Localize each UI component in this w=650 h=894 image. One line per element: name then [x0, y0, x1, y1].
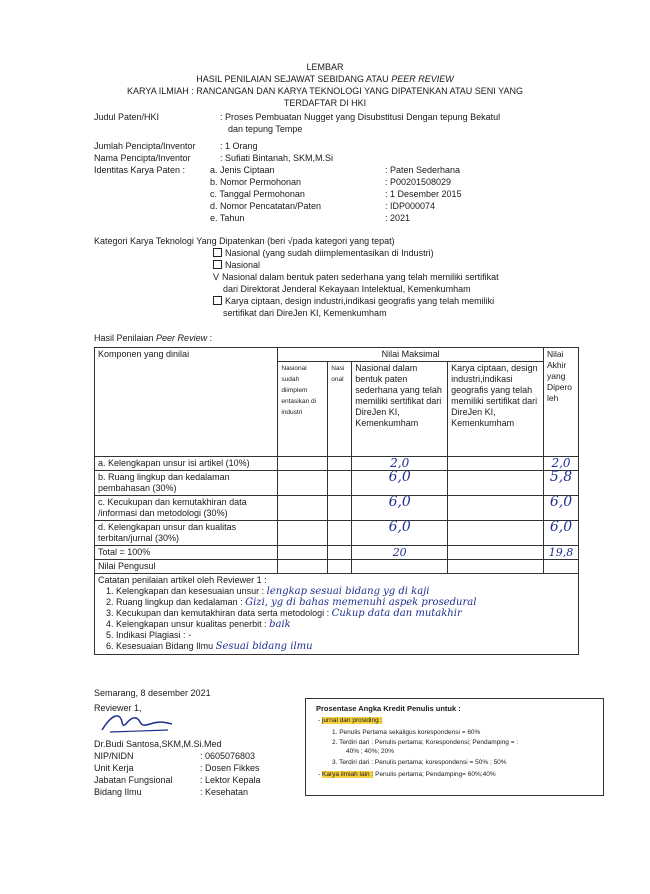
table-header-row	[95, 348, 579, 362]
total-akhir: 19,8	[543, 546, 578, 560]
identitas-label: Identitas Karya Paten :	[94, 165, 186, 175]
header-col-nasional-industri: Nasional sudah diimplem entasikan di industri	[278, 362, 328, 457]
cell-empty	[448, 471, 544, 496]
checkbox-icon	[213, 260, 222, 269]
catatan-item	[98, 630, 575, 641]
subtitle-italic: PEER REVIEW	[391, 74, 454, 84]
kategori-option-4	[213, 296, 494, 307]
reviewer-name: Dr.Budi Santosa,SKM,M.Si.Med	[94, 739, 222, 749]
identitas-c-value: : 1 Desember 2015	[385, 189, 462, 199]
cell-empty	[278, 496, 328, 521]
review-table	[94, 347, 579, 655]
header-komponen: Komponen yang dinilai	[95, 348, 278, 457]
cell-max: 6,0	[352, 521, 448, 546]
kredit-highlight-2: Karya ilmiah lain :	[321, 771, 374, 778]
catatan-label: 1. Kelengkapan dan kesesuaian unsur :	[106, 586, 265, 596]
catatan-handwriting: lengkap sesuai bidang yg di kaji	[266, 586, 430, 597]
judul-value-cont: dan tepung Tempe	[228, 124, 303, 134]
cell-max: 6,0	[352, 496, 448, 521]
catatan-handwriting: Gizi, yg di bahas memenuhi aspek prosedural	[245, 597, 477, 608]
kategori-title: Kategori Karya Teknologi Yang Dipatenkan (beri √pada kategori yang tepat)	[94, 236, 395, 246]
row-label: c. Kecukupan dan kemutakhiran data /informasi dan metodologi (30%)	[95, 496, 278, 521]
cell-empty	[328, 457, 352, 471]
kredit-bullet-1: - jurnal dan prosiding :	[318, 717, 383, 724]
nip-label: NIP/NIDN	[94, 751, 134, 761]
kredit-line-2b: 40% ; 40%; 20%	[346, 748, 395, 755]
nip-value: : 0605076803	[200, 751, 256, 761]
subtitle-text: HASIL PENILAIAN SEJAWAT SEBIDANG ATAU	[196, 74, 392, 84]
kredit-line-3: 3. Terdiri dari : Penulis pertama; korespondensi = 50% ; 50%	[332, 759, 507, 766]
cell-akhir: 6,0	[543, 496, 578, 521]
pengusul-label: Nilai Pengusul	[95, 560, 278, 574]
catatan-item	[98, 608, 575, 619]
cell-max: 2,0	[352, 457, 448, 471]
cell-empty	[328, 521, 352, 546]
cell-empty	[448, 457, 544, 471]
jumlah-value: : 1 Orang	[220, 141, 258, 151]
header-nilai-maksimal: Nilai Maksimal	[278, 348, 544, 362]
cell-empty	[352, 560, 448, 574]
identitas-b-label: b. Nomor Permohonan	[210, 177, 302, 187]
header-col-paten-sederhana: Nasional dalam bentuk paten sederhana yang telah memiliki sertifikat dari DireJen KI, Kemenkumham	[352, 362, 448, 457]
option-1-label: Nasional (yang sudah diimplementasikan di Industri)	[225, 248, 434, 258]
catatan-handwriting: baik	[269, 619, 291, 630]
kategori-option-3	[213, 272, 499, 283]
checkbox-icon	[213, 248, 222, 257]
jabatan-value: : Lektor Kepala	[200, 775, 261, 785]
doc-subtitle-2: KARYA ILMIAH : RANCANGAN DAN KARYA TEKNOLOGI YANG DIPATENKAN ATAU SENI YANG	[127, 86, 523, 96]
signature-icon	[98, 710, 176, 736]
cell-empty	[448, 546, 544, 560]
identitas-b-value: : P00201508029	[385, 177, 452, 187]
identitas-c-label: c. Tanggal Permohonan	[210, 189, 305, 199]
row-label: d. Kelengkapan unsur dan kualitas terbitan/jurnal (30%)	[95, 521, 278, 546]
catatan-label: 2. Ruang lingkup dan kedalaman :	[106, 597, 243, 607]
hasil-italic: Peer Review	[156, 333, 208, 343]
hasil-colon: :	[207, 333, 213, 343]
doc-subtitle-3: TERDAFTAR DI HKI	[283, 98, 367, 108]
doc-title: LEMBAR	[306, 62, 344, 72]
cell-empty	[328, 471, 352, 496]
catatan-label: 6. Kesesuaian Bidang Ilmu	[106, 641, 214, 651]
catatan-handwriting: -	[188, 630, 192, 641]
cell-max: 6,0	[352, 471, 448, 496]
cell-empty	[328, 546, 352, 560]
total-label: Total = 100%	[95, 546, 278, 560]
header-col-nasional: Nasi onal	[328, 362, 352, 457]
catatan-label: 4. Kelengkapan unsur kualitas penerbit :	[106, 619, 267, 629]
identitas-a-label: a. Jenis Ciptaan	[210, 165, 275, 175]
option-2-label: Nasional	[225, 260, 261, 270]
cell-empty	[448, 496, 544, 521]
kredit-bullet-2: - Karya ilmiah lain : Penulis pertama; Pendamping= 60%;40%	[318, 771, 496, 778]
table-row	[95, 521, 579, 546]
bidang-value: : Kesehatan	[200, 787, 249, 797]
kredit-line-2: 2. Terdiri dari : Penulis pertama; Korespondensi; Pendamping = :	[332, 739, 519, 746]
option-4-label-cont: sertifikat dari DireJen KI, Kemenkumham	[223, 308, 387, 318]
hasil-text: Hasil Penilaian	[94, 333, 157, 343]
option-3-label: Nasional dalam bentuk paten sederhana yang telah memiliki sertifikat	[222, 272, 499, 282]
reviewer-label: Reviewer 1,	[94, 703, 142, 713]
total-max: 20	[352, 546, 448, 560]
cell-empty	[328, 496, 352, 521]
header-col-karya-ciptaan: Karya ciptaan, design industri,indikasi geografis yang telah memiliki sertifikat dari DireJen KI, Kemenkumham	[448, 362, 544, 457]
cell-empty	[278, 471, 328, 496]
cell-empty	[448, 521, 544, 546]
kategori-option-1	[213, 248, 434, 259]
cell-empty	[543, 560, 578, 574]
cell-empty	[448, 560, 544, 574]
catatan-title: Catatan penilaian artikel oleh Reviewer 1 :	[98, 575, 267, 585]
kredit-line-4: Penulis pertama; Pendamping= 60%;40%	[373, 771, 496, 778]
cell-empty	[278, 560, 328, 574]
hasil-heading	[94, 333, 212, 344]
identitas-e-label: e. Tahun	[210, 213, 245, 223]
catatan-item	[98, 597, 575, 608]
unit-value: : Dosen Fikkes	[200, 763, 260, 773]
catatan-item	[98, 586, 575, 597]
option-4-label: Karya ciptaan, design industri,indikasi geografis yang telah memiliki	[225, 296, 495, 306]
cell-empty	[278, 546, 328, 560]
judul-label: Judul Paten/HKI	[94, 112, 160, 122]
header-nilai-akhir: Nilai Akhir yang Dipero leh	[543, 348, 578, 457]
row-label: b. Ruang lingkup dan kedalaman pembahasan (30%)	[95, 471, 278, 496]
cell-empty	[278, 457, 328, 471]
catatan-item	[98, 641, 575, 652]
catatan-handwriting: Cukup data dan mutakhir	[331, 608, 462, 619]
table-row	[95, 471, 579, 496]
checkbox-icon	[213, 296, 222, 305]
table-row	[95, 496, 579, 521]
catatan-item	[98, 619, 575, 630]
nama-label: Nama Pencipta/Inventor	[94, 153, 191, 163]
judul-value: : Proses Pembuatan Nugget yang Disubstitusi Dengan tepung Bekatul	[220, 112, 501, 122]
nama-value: : Sufiati Bintanah, SKM,M.Si	[220, 153, 334, 163]
place-date: Semarang, 8 desember 2021	[94, 688, 211, 698]
cell-akhir: 6,0	[543, 521, 578, 546]
catatan-label: 5. Indikasi Plagiasi :	[106, 630, 186, 640]
row-label: a. Kelengkapan unsur isi artikel (10%)	[95, 457, 278, 471]
kredit-title: Prosentase Angka Kredit Penulis untuk :	[316, 704, 461, 713]
unit-label: Unit Kerja	[94, 763, 134, 773]
table-row-catatan	[95, 574, 579, 655]
catatan-handwriting: Sesuai bidang ilmu	[215, 641, 313, 652]
identitas-d-value: : IDP000074	[385, 201, 436, 211]
table-row-pengusul	[95, 560, 579, 574]
identitas-d-label: d. Nomor Pencatatan/Paten	[210, 201, 322, 211]
doc-subtitle	[0, 74, 650, 85]
catatan-label: 3. Kecukupan dan kemutakhiran data serta metodologi :	[106, 608, 330, 618]
cell-empty	[278, 521, 328, 546]
bidang-label: Bidang Ilmu	[94, 787, 142, 797]
kategori-option-2	[213, 260, 260, 271]
jabatan-label: Jabatan Fungsional	[94, 775, 173, 785]
option-3-label-cont: dari Direktorat Jenderal Kekayaan Intelektual, Kemenkumham	[223, 284, 471, 294]
cell-empty	[328, 560, 352, 574]
cell-akhir: 2,0	[543, 457, 578, 471]
kredit-line-1: 1. Penulis Pertama sekaligus korespondensi = 60%	[332, 729, 481, 736]
kredit-box	[305, 698, 604, 796]
cell-akhir: 5,8	[543, 471, 578, 496]
identitas-a-value: : Paten Sederhana	[385, 165, 461, 175]
identitas-e-value: : 2021	[385, 213, 411, 223]
kredit-highlight-1: jurnal dan prosiding :	[321, 717, 383, 724]
table-row-total	[95, 546, 579, 560]
catatan-cell	[95, 574, 579, 655]
check-mark-icon: V	[213, 272, 220, 282]
jumlah-label: Jumlah Pencipta/Inventor	[94, 141, 196, 151]
table-row	[95, 457, 579, 471]
